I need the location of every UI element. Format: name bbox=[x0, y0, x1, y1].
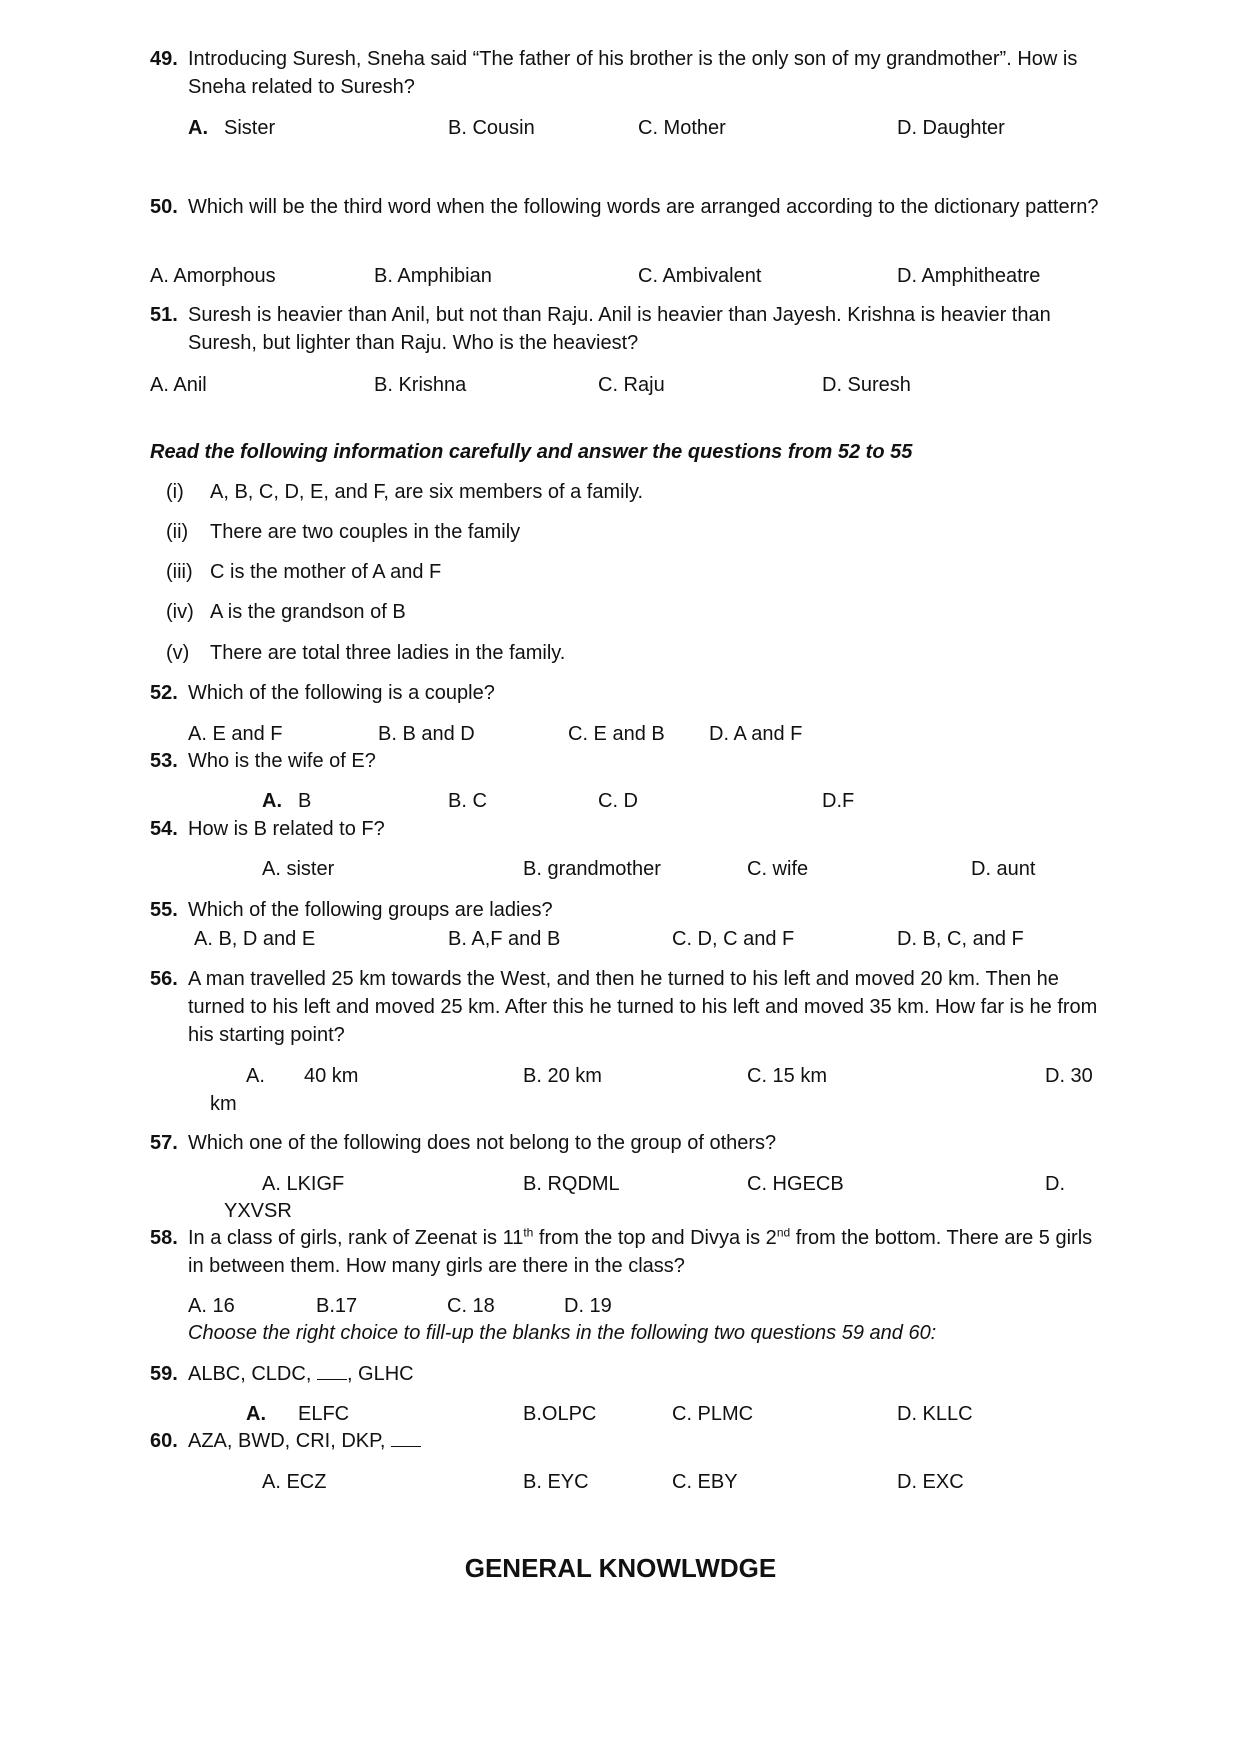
fact-text: A, B, C, D, E, and F, are six members of a family. bbox=[210, 481, 644, 503]
option-c: C. D bbox=[598, 790, 638, 812]
option-b: B.OLPC bbox=[523, 1403, 597, 1425]
option-c: C. 15 km bbox=[747, 1065, 828, 1087]
option-c: C. HGECB bbox=[747, 1173, 844, 1195]
question-number: 50. bbox=[150, 196, 178, 218]
fact-text: There are total three ladies in the family. bbox=[210, 642, 566, 664]
option-b: B. B and D bbox=[378, 723, 475, 745]
option-a: A. Anil bbox=[150, 374, 207, 396]
option-d: D. B, C, and F bbox=[897, 928, 1024, 950]
option-d: D. KLLC bbox=[897, 1403, 973, 1425]
option-d-wrap: YXVSR bbox=[224, 1200, 292, 1222]
option-d: D.F bbox=[822, 790, 855, 812]
option-b: B.17 bbox=[316, 1295, 358, 1317]
option-b: B. Amphibian bbox=[374, 265, 492, 287]
info-heading: Read the following information carefully and answer the questions from 52 to 55 bbox=[150, 441, 913, 463]
option-c: C. EBY bbox=[672, 1471, 738, 1493]
fact-numeral: (ii) bbox=[166, 521, 189, 543]
question-52 bbox=[150, 679, 1100, 707]
option-b: B. EYC bbox=[523, 1471, 589, 1493]
option-d: D. A and F bbox=[709, 723, 803, 745]
option-d-wrap: km bbox=[210, 1093, 237, 1115]
option-d: D. EXC bbox=[897, 1471, 964, 1493]
option-b: B. Krishna bbox=[374, 374, 467, 396]
question-number: 60. bbox=[150, 1430, 178, 1452]
question-51 bbox=[150, 301, 1100, 357]
fact-text: A is the grandson of B bbox=[210, 601, 406, 623]
option-c: C. E and B bbox=[568, 723, 665, 745]
question-number: 57. bbox=[150, 1132, 178, 1154]
option-a: A. 16 bbox=[188, 1295, 235, 1317]
option-d: D. aunt bbox=[971, 858, 1036, 880]
question-number: 52. bbox=[150, 682, 178, 704]
question-49 bbox=[150, 45, 1100, 101]
option-b: B. RQDML bbox=[523, 1173, 620, 1195]
question-number: 58. bbox=[150, 1227, 178, 1249]
option-a: A. sister bbox=[262, 858, 335, 880]
question-text: Which of the following groups are ladies? bbox=[188, 899, 553, 921]
option-a: A. LKIGF bbox=[262, 1173, 345, 1195]
fact-item bbox=[166, 639, 565, 667]
question-55 bbox=[150, 896, 1100, 924]
question-text: Which of the following is a couple? bbox=[188, 682, 495, 704]
fact-text: There are two couples in the family bbox=[210, 521, 521, 543]
question-text: Who is the wife of E? bbox=[188, 750, 376, 772]
option-d: D. 30 bbox=[1045, 1065, 1093, 1087]
option-c: C. 18 bbox=[447, 1295, 495, 1317]
option-a: B bbox=[298, 790, 312, 812]
option-c: C. PLMC bbox=[672, 1403, 754, 1425]
option-b: B. grandmother bbox=[523, 858, 661, 880]
question-60 bbox=[150, 1427, 1100, 1455]
question-text: A man travelled 25 km towards the West, and then he turned to his left and moved 20 km. Then he turned to his left and moved 25 km. After this he turned to his left and moved 35 km. How far is he from his starting point? bbox=[188, 968, 1098, 1046]
option-d: D. bbox=[1045, 1173, 1065, 1195]
question-text: Which will be the third word when the following words are arranged according to the dictionary pattern? bbox=[188, 196, 1099, 218]
question-text: Which one of the following does not belong to the group of others? bbox=[188, 1132, 777, 1154]
option-a-letter: A. bbox=[188, 117, 208, 139]
option-a: A. ECZ bbox=[262, 1471, 327, 1493]
question-text: In a class of girls, rank of Zeenat is 11th from the top and Divya is 2nd from the bottom. There are 5 girls in between them. How many girls are there in the class? bbox=[188, 1225, 1093, 1277]
question-number: 49. bbox=[150, 48, 178, 70]
option-a: A. E and F bbox=[188, 723, 283, 745]
option-c: C. Ambivalent bbox=[638, 265, 762, 287]
option-c: C. Mother bbox=[638, 117, 726, 139]
fact-numeral: (iii) bbox=[166, 561, 193, 583]
question-53 bbox=[150, 747, 1100, 775]
fact-text: C is the mother of A and F bbox=[210, 561, 442, 583]
question-54 bbox=[150, 815, 1100, 843]
option-d: D. 19 bbox=[564, 1295, 612, 1317]
question-number: 56. bbox=[150, 968, 178, 990]
question-number: 53. bbox=[150, 750, 178, 772]
question-50 bbox=[150, 193, 1100, 221]
option-b: B. A,F and B bbox=[448, 928, 561, 950]
answer-blank bbox=[391, 1428, 421, 1447]
option-c: C. wife bbox=[747, 858, 809, 880]
question-number: 55. bbox=[150, 899, 178, 921]
option-d: D. Suresh bbox=[822, 374, 911, 396]
option-d: D. Daughter bbox=[897, 117, 1005, 139]
question-58 bbox=[150, 1224, 1100, 1280]
fact-item bbox=[166, 478, 643, 506]
option-b: B. C bbox=[448, 790, 487, 812]
fill-blank-instruction: Choose the right choice to fill-up the blanks in the following two questions 59 and 60: bbox=[188, 1322, 937, 1344]
question-text: How is B related to F? bbox=[188, 818, 385, 840]
fact-numeral: (v) bbox=[166, 642, 190, 664]
fact-item bbox=[166, 518, 520, 546]
question-text: AZA, BWD, CRI, DKP, bbox=[150, 1427, 1100, 1455]
question-number: 51. bbox=[150, 304, 178, 326]
option-a: ELFC bbox=[298, 1403, 350, 1425]
option-a-letter: A. bbox=[262, 790, 282, 812]
fact-item bbox=[166, 558, 441, 586]
question-56 bbox=[150, 965, 1100, 1049]
question-57 bbox=[150, 1129, 1100, 1157]
question-number: 54. bbox=[150, 818, 178, 840]
question-text: ALBC, CLDC, , GLHC bbox=[188, 1363, 414, 1385]
option-a: A. B, D and E bbox=[194, 928, 316, 950]
option-a: A. Amorphous bbox=[150, 265, 276, 287]
option-c: C. D, C and F bbox=[672, 928, 795, 950]
section-title: GENERAL KNOWLWDGE bbox=[464, 1553, 777, 1583]
question-text: Introducing Suresh, Sneha said “The father of his brother is the only son of my grandmother”. How is Sneha related to Suresh? bbox=[188, 48, 1078, 98]
question-number: 59. bbox=[150, 1363, 178, 1385]
option-c: C. Raju bbox=[598, 374, 665, 396]
option-a: 40 km bbox=[304, 1065, 359, 1087]
question-59 bbox=[150, 1360, 1100, 1388]
option-a-letter: A. bbox=[246, 1403, 266, 1425]
option-a-letter: A. bbox=[246, 1065, 265, 1087]
option-b: B. 20 km bbox=[523, 1065, 602, 1087]
question-text: Suresh is heavier than Anil, but not than Raju. Anil is heavier than Jayesh. Krishna is heavier than Suresh, but lighter than Raju. Who is the heaviest? bbox=[188, 304, 1051, 354]
option-d: D. Amphitheatre bbox=[897, 265, 1041, 287]
fact-numeral: (i) bbox=[166, 481, 184, 503]
option-b: B. Cousin bbox=[448, 117, 535, 139]
fact-item bbox=[166, 598, 406, 626]
fact-numeral: (iv) bbox=[166, 601, 194, 623]
answer-blank bbox=[317, 1361, 347, 1380]
option-a: Sister bbox=[224, 117, 276, 139]
